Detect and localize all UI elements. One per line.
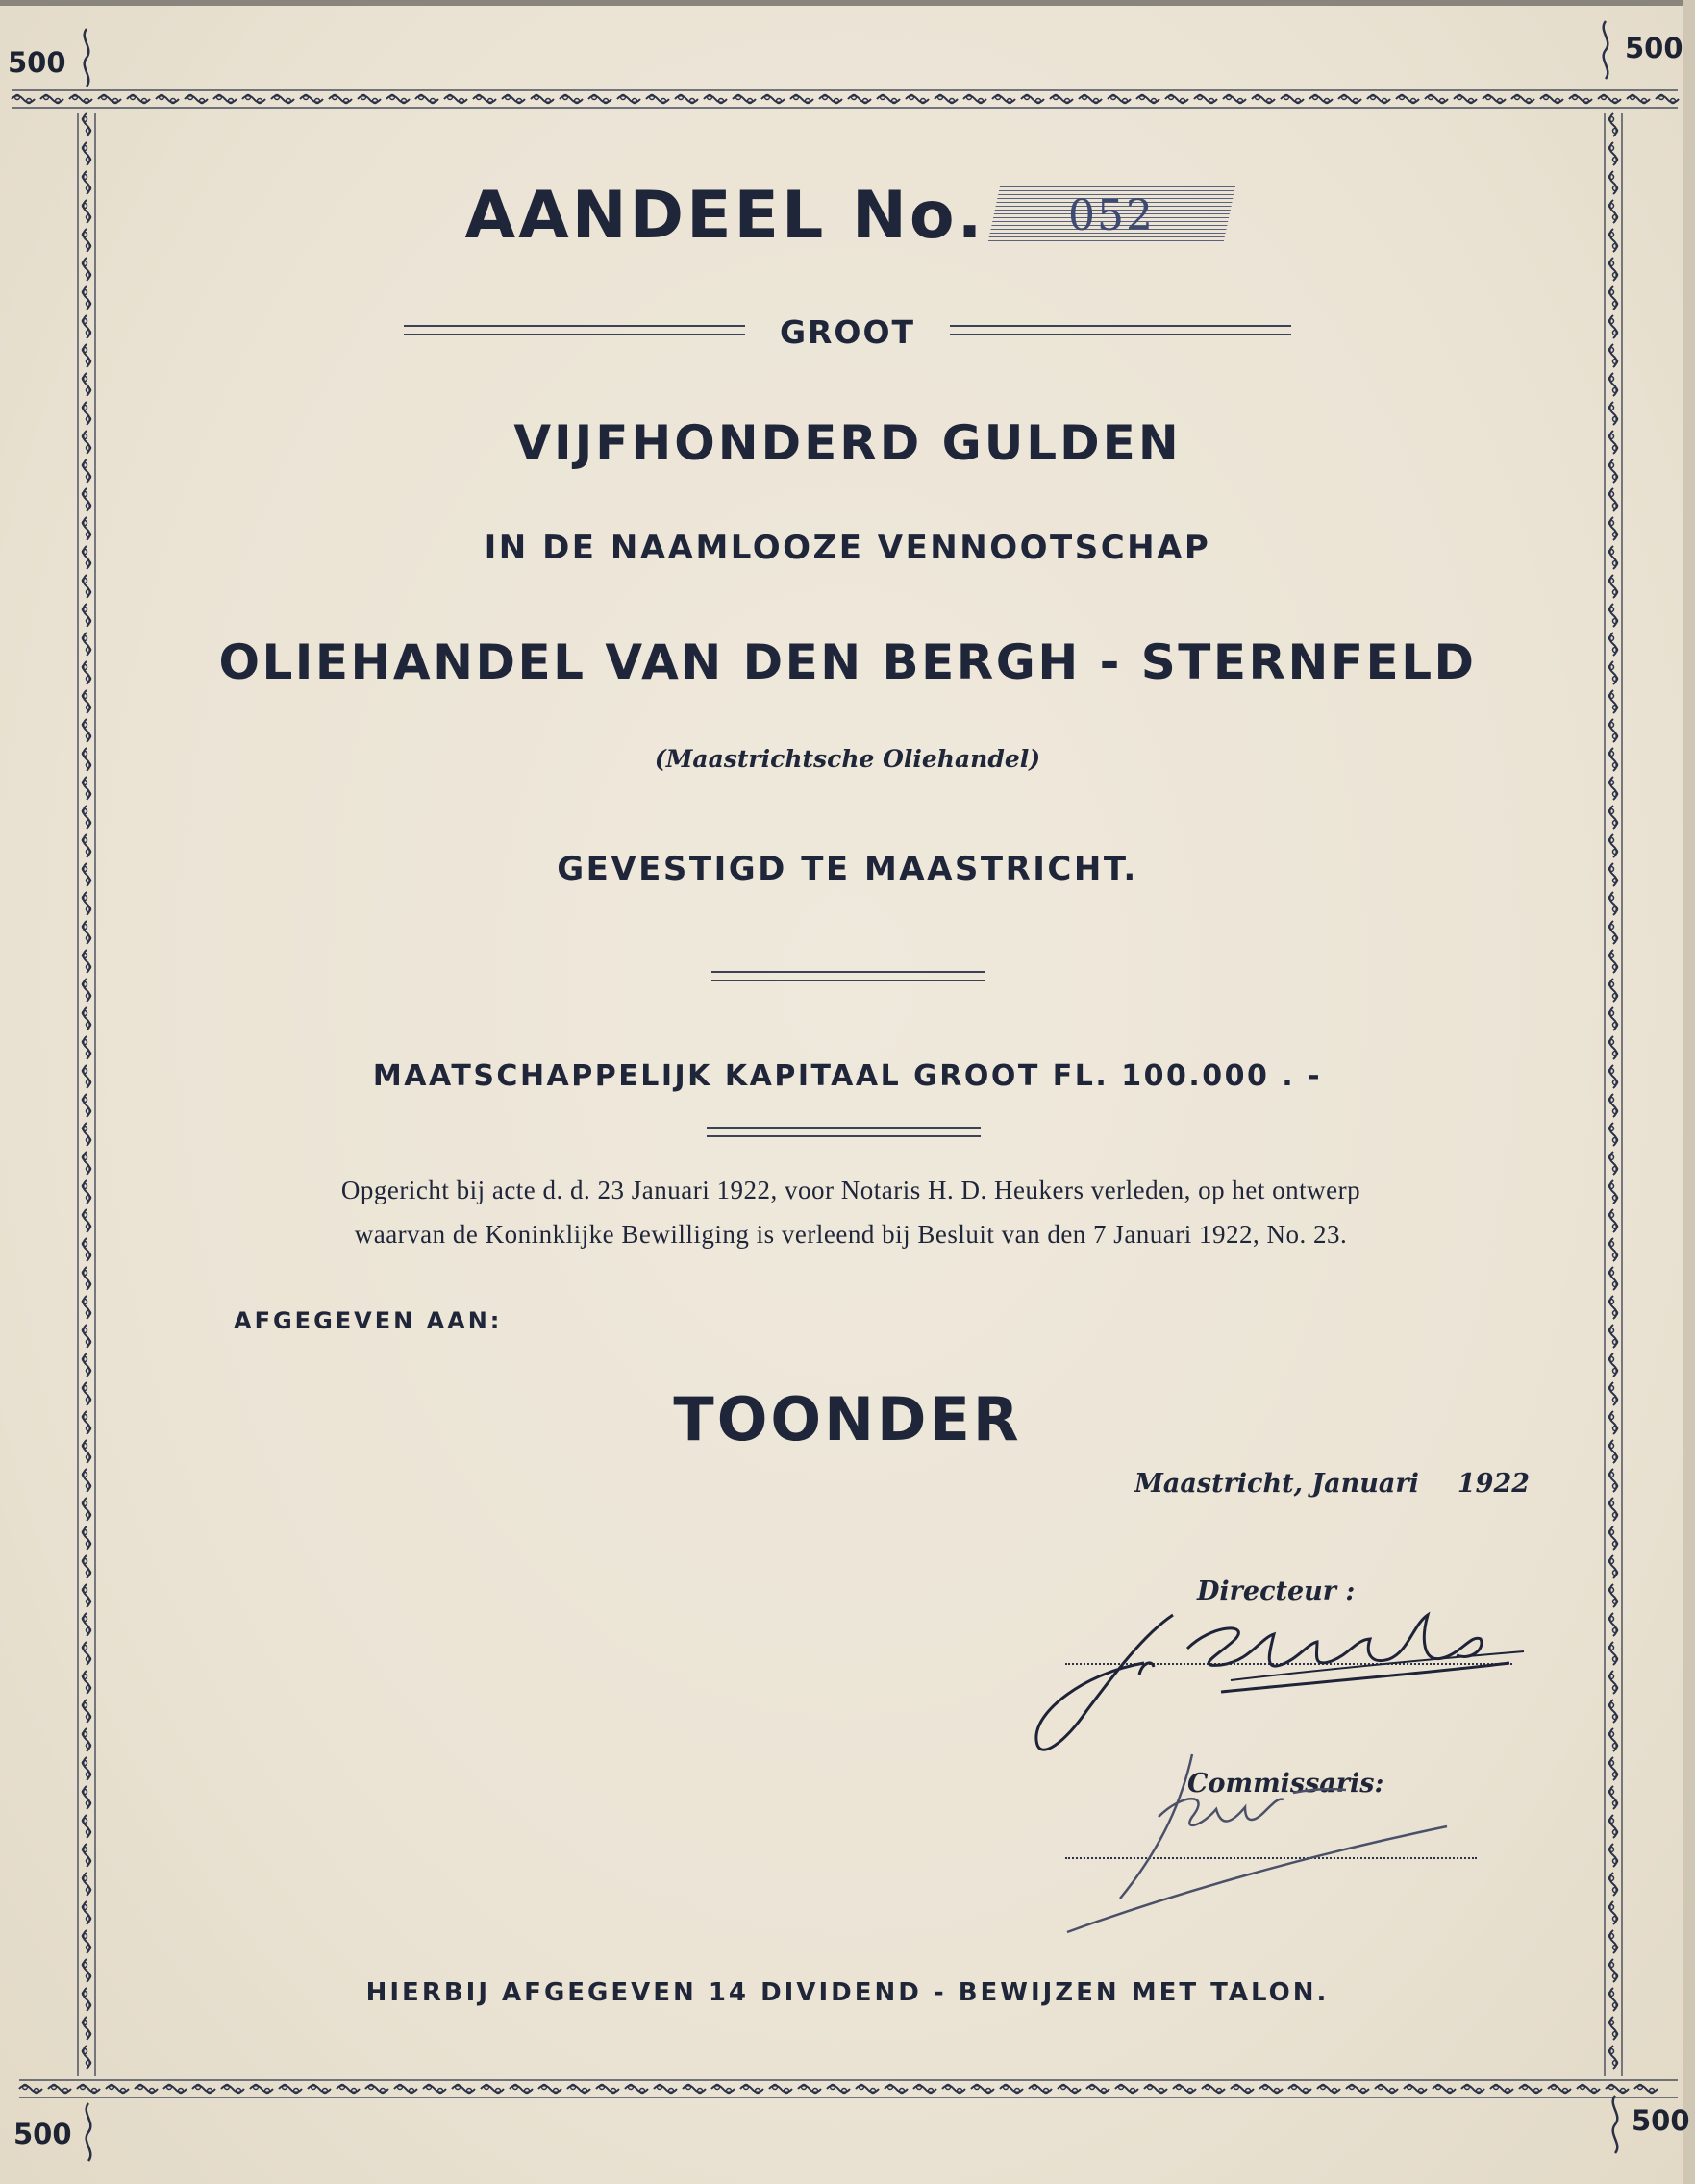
groot-rule-right [950, 325, 1291, 335]
place-date-text: Maastricht, Januari [1134, 1469, 1419, 1499]
company-intro: IN DE NAAMLOOZE VENNOOTSCHAP [484, 529, 1211, 567]
founding-text [221, 1168, 1481, 1256]
company-subtitle: (Maastrichtsche Oliehandel) [654, 745, 1041, 773]
corner-value-bottom-left: 500 [13, 2118, 72, 2150]
commissioner-label: Commissaris: [1187, 1769, 1384, 1799]
commissioner-signature [1058, 1750, 1461, 1942]
certificate-number-field [988, 186, 1235, 241]
founding-line-2: waarvan de Koninklijke Bewilliging is verleend bij Besluit van den 7 Januari 1922, No. 23. [354, 1220, 1348, 1249]
certificate-title-row [0, 178, 1695, 254]
share-capital: MAATSCHAPPELIJK KAPITAAL GROOT FL. 100.000 . - [372, 1059, 1323, 1093]
company-seat: GEVESTIGD TE MAASTRICHT. [557, 850, 1138, 888]
issued-to-label: AFGEGEVEN AAN: [234, 1307, 503, 1334]
corner-value-top-left: 500 [8, 46, 66, 79]
company-name: OLIEHANDEL VAN DEN BERGH - STERNFELD [218, 634, 1477, 690]
place-date [1134, 1469, 1530, 1499]
bearer-name: TOONDER [673, 1384, 1022, 1454]
corner-value-top-right: 500 [1625, 32, 1683, 64]
certificate-number: 052 [1068, 191, 1156, 241]
corner-value-bottom-right: 500 [1632, 2104, 1690, 2137]
divider-rule-1 [711, 971, 985, 981]
footer-note: HIERBIJ AFGEGEVEN 14 DIVIDEND - BEWIJZEN MET TALON. [365, 1978, 1330, 2007]
founding-line-1: Opgericht bij acte d. d. 23 Januari 1922, voor Notaris H. D. Heukers verleden, op het ontwerp [340, 1176, 1361, 1204]
issue-year: 1922 [1457, 1469, 1531, 1499]
share-amount: VIJFHONDERD GULDEN [513, 415, 1182, 471]
divider-rule-2 [707, 1127, 981, 1137]
director-label: Directeur : [1197, 1576, 1356, 1606]
director-signature [1029, 1596, 1529, 1759]
certificate-title: AANDEEL No. [464, 178, 985, 254]
groot-label: GROOT [779, 313, 916, 351]
